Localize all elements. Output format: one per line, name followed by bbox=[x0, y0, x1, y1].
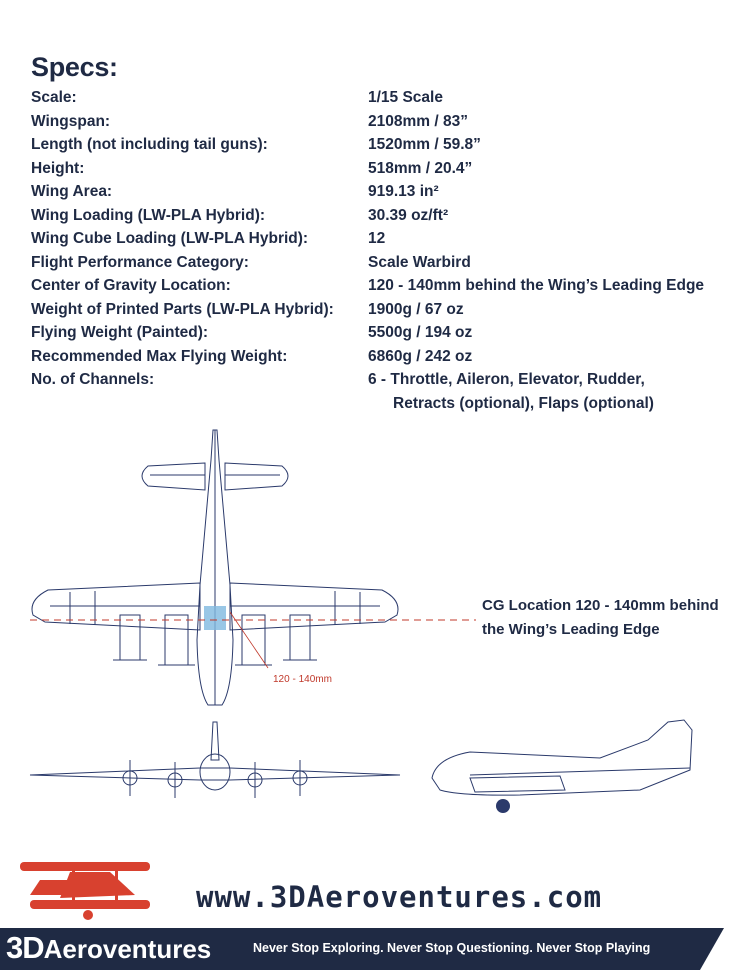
spec-value: 120 - 140mm behind the Wing’s Leading Edge bbox=[368, 277, 705, 294]
spec-label: Weight of Printed Parts (LW-PLA Hybrid): bbox=[31, 300, 334, 318]
spec-label: Wing Loading (LW-PLA Hybrid): bbox=[31, 206, 266, 224]
cg-dimension-label: 120 - 140mm bbox=[273, 674, 332, 685]
spec-row bbox=[31, 251, 731, 275]
biplane-logo bbox=[0, 850, 200, 930]
spec-row bbox=[31, 86, 731, 110]
spec-label: No. of Channels: bbox=[31, 371, 155, 388]
spec-row bbox=[31, 345, 731, 369]
spec-value: 1900g / 67 oz bbox=[368, 300, 464, 318]
spec-label: Center of Gravity Location: bbox=[31, 277, 231, 294]
spec-label: Length (not including tail guns): bbox=[31, 136, 268, 153]
spec-label: Wing Cube Loading (LW-PLA Hybrid): bbox=[31, 230, 309, 247]
brand-name: Aeroventures bbox=[43, 934, 212, 964]
spec-label: Recommended Max Flying Weight: bbox=[31, 347, 288, 365]
spec-value: 6 - Throttle, Aileron, Elevator, Rudder, bbox=[368, 371, 645, 388]
side-view-main-wheel bbox=[496, 799, 510, 813]
spec-label: Wing Area: bbox=[31, 183, 113, 200]
spec-value: 1/15 Scale bbox=[368, 89, 443, 106]
footer-tagline: Never Stop Exploring. Never Stop Questioning. Never Stop Playing bbox=[253, 941, 651, 955]
front-view-fuselage bbox=[200, 754, 230, 790]
spec-row-continued bbox=[31, 392, 731, 416]
spec-row bbox=[31, 321, 731, 345]
brand-logo-text bbox=[6, 930, 211, 966]
side-view-fuselage bbox=[432, 720, 692, 795]
spec-label: Scale: bbox=[31, 89, 77, 106]
spec-value: 1520mm / 59.8” bbox=[368, 136, 481, 153]
spec-row bbox=[31, 133, 731, 157]
spec-value: 12 bbox=[368, 230, 386, 247]
spec-row bbox=[31, 180, 731, 204]
spec-value-continued: Retracts (optional), Flaps (optional) bbox=[393, 394, 654, 412]
spec-label: Flight Performance Category: bbox=[31, 253, 249, 271]
spec-value: 6860g / 242 oz bbox=[368, 347, 473, 365]
website-url[interactable]: www.3DAeroventures.com bbox=[196, 880, 603, 914]
cg-location-note bbox=[482, 594, 719, 642]
spec-value: 30.39 oz/ft² bbox=[368, 206, 449, 224]
spec-label: Height: bbox=[31, 159, 85, 177]
specs-title: Specs: bbox=[31, 52, 118, 82]
spec-value: 2108mm / 83” bbox=[368, 112, 468, 130]
cg-note-line-2: the Wing’s Leading Edge bbox=[482, 621, 660, 638]
brand-prefix: 3D bbox=[6, 930, 44, 965]
spec-row bbox=[31, 227, 731, 251]
spec-row bbox=[31, 368, 731, 392]
spec-row bbox=[31, 298, 731, 322]
spec-label: Wingspan: bbox=[31, 112, 111, 130]
spec-row bbox=[31, 110, 731, 134]
spec-row bbox=[31, 204, 731, 228]
cg-zone-marker bbox=[204, 606, 226, 630]
spec-row bbox=[31, 157, 731, 181]
spec-value: 5500g / 194 oz bbox=[368, 324, 473, 341]
cg-note-line-1: CG Location 120 - 140mm behind bbox=[482, 597, 719, 614]
front-view-wing bbox=[30, 768, 400, 780]
spec-value: 919.13 in² bbox=[368, 183, 439, 200]
spec-value: 518mm / 20.4” bbox=[368, 159, 473, 177]
spec-value: Scale Warbird bbox=[368, 253, 471, 271]
spec-row bbox=[31, 274, 731, 298]
spec-label: Flying Weight (Painted): bbox=[31, 324, 209, 341]
side-view-wing bbox=[470, 776, 565, 792]
